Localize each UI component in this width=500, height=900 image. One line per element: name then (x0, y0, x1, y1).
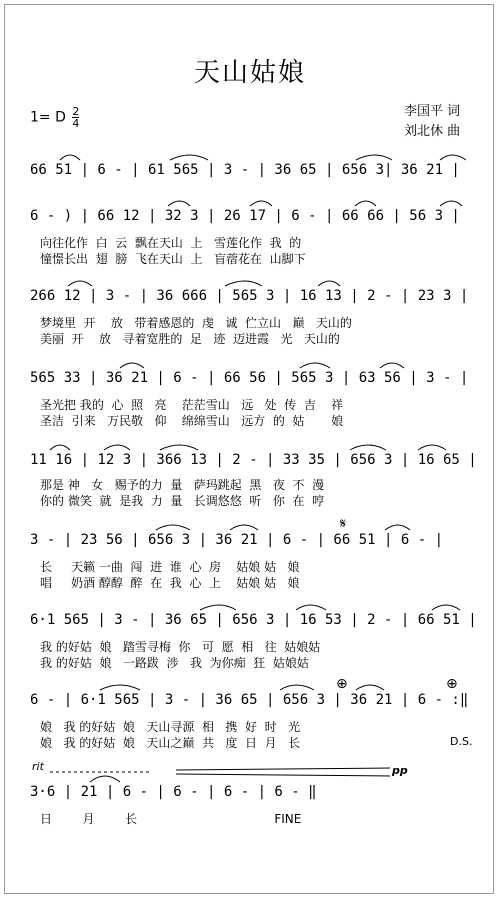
segno-mark: 𝄋 (340, 516, 347, 532)
time-signature-top: 2 (72, 105, 80, 118)
coda-mark: ⊕ (446, 676, 458, 692)
music-line: 3·6 | 21 | 6 - | 6 - | 6 - | 6 - ‖ (30, 784, 317, 800)
music-line: 266 12 | 3 - | 36 666 | 565 3 | 16 13 | 2 - | 23 3 | (30, 288, 469, 304)
lyric-line: 我 的好姑 娘 踏雪寻梅 你 可 愿 相 往 姑娘姑 (40, 640, 321, 654)
music-line: 6·1 565 | 3 - | 36 65 | 656 3 | 16 53 | 2 - | 66 51 | (30, 612, 477, 628)
lyricist: 李国平 词 (404, 104, 461, 119)
key-label: 1= D (30, 109, 66, 126)
music-line: 565 33 | 36 21 | 6 - | 66 56 | 565 3 | 63 56 | 3 - | (30, 370, 469, 386)
lyric-line: 长 天籁 一曲 闯 进 谁 心 房 姑娘 姑 娘 (40, 560, 300, 574)
lyric-line: 圣洁 引来 万民敬 仰 绵绵雪山 远方 的 姑 娘 (40, 414, 344, 428)
lyric-line: 唱 奶酒 醇醇 醉 在 我 心 上 姑娘 姑 娘 (40, 576, 300, 590)
composer: 刘北休 曲 (404, 124, 461, 139)
key-signature (30, 106, 79, 129)
lyric-line: 你的 微笑 就 是我 力 量 长调悠悠 听 你 在 哼 (40, 494, 325, 508)
ds-mark: D.S. (450, 735, 473, 748)
lyric-line: 美丽 开 放 寻着宽胜的 足 迹 迈进霞 光 天山的 (40, 332, 340, 346)
lyric-line: 向往化作 白 云 飘在天山 上 雪莲化作 我 的 (40, 236, 302, 250)
lyric-line: 娘 我 的好姑 娘 天山之巅 共 度 日 月 长 (40, 736, 301, 750)
rit-mark: rit (32, 760, 44, 773)
lyric-line: 日 月 长 FINE (40, 812, 302, 826)
lyric-line: 梦境里 开 放 带着感恩的 虔 诚 伫立山 巅 天山的 (40, 316, 352, 330)
time-signature (72, 106, 79, 129)
music-line: 6 - ) | 66 12 | 32 3 | 26 17 | 6 - | 66 66 | 56 3 | (30, 208, 460, 224)
music-line: 6 - | 6·1 565 | 3 - | 36 65 | 656 3 | 36 21 | 6 - :‖ (30, 692, 469, 708)
music-line: 66 51 | 6 - | 61 565 | 3 - | 36 65 | 656 3| 36 21 | (30, 162, 460, 178)
lyric-line: 憧憬长出 翅 膀 飞在天山 上 盲蓿花在 山脚下 (40, 252, 306, 266)
lyric-line: 娘 我 的好姑 娘 天山寻源 相 携 好 时 光 (40, 720, 301, 734)
music-line: 3 - | 23 56 | 656 3 | 36 21 | 6 - | 66 51 | 6 - | (30, 532, 444, 548)
lyric-line: 那是 神 女 赐予的力 量 萨玛跳起 黑 夜 不 漫 (40, 478, 325, 492)
song-title: 天山姑娘 (193, 58, 306, 88)
music-line: 11 16 | 12 3 | 366 13 | 2 - | 33 35 | 656 3 | 16 65 | (30, 452, 477, 468)
coda-mark: ⊕ (336, 676, 348, 692)
lyric-line: 圣光把 我的 心 照 亮 茫茫雪山 远 处 传 吉 祥 (40, 398, 344, 412)
time-signature-bottom: 4 (72, 117, 80, 130)
lyric-line: 我 的好姑 娘 一路跋 涉 我 为你痴 狂 姑娘姑 (40, 656, 309, 670)
pp-mark: pp (392, 764, 408, 777)
